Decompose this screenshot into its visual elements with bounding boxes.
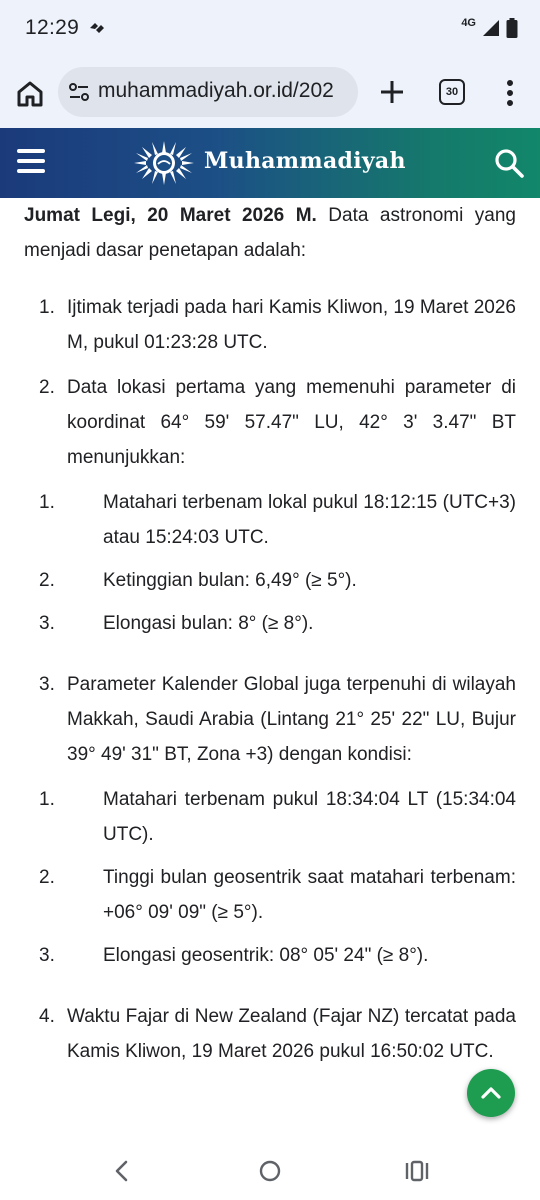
search-icon[interactable] [494, 148, 524, 178]
site-settings-icon[interactable] [68, 81, 90, 103]
hamburger-menu-icon[interactable] [17, 149, 45, 175]
scroll-to-top-button[interactable] [467, 1069, 515, 1117]
sub-list [39, 782, 516, 973]
tab-count: 30 [445, 86, 459, 98]
list-item-text: Data lokasi pertama yang memenuhi parameter di koordinat 64° 59' 57.47" LU, 42° 3' 3.47" BT menunjukkan: [67, 377, 516, 468]
sub-list-item-text: Tinggi bulan geosentrik saat matahari terbenam: +06° 09' 09" (≥ 5°). [103, 867, 516, 923]
sub-list-item: 1. Matahari terbenam lokal pukul 18:12:15 (UTC+3) atau 15:24:03 UTC. [39, 492, 516, 548]
sub-list-item-text: Ketinggian bulan: 6,49° (≥ 5°). [103, 570, 357, 591]
list-item: 2. Data lokasi pertama yang memenuhi parameter di koordinat 64° 59' 57.47" LU, 42° 3' 3.47" BT menunjukkan: 1. Matahari terbenam lokal pukul 18:12:15 (UTC+3) atau 15:24:03 UTC. 2. Ketinggian bulan: 6,49° (≥ 5°). 3. Elongasi bulan: 8° (≥ 8°). [24, 370, 516, 641]
new-tab-icon[interactable] [378, 78, 406, 106]
sub-list-item-text: Elongasi geosentrik: 08° 05' 24" (≥ 8°). [103, 945, 429, 966]
sub-list-item-text: Matahari terbenam lokal pukul 18:12:15 (UTC+3) atau 15:24:03 UTC. [103, 492, 516, 548]
sub-list-item: 1. Matahari terbenam pukul 18:34:04 LT (15:34:04 UTC). [39, 789, 516, 845]
back-icon[interactable] [112, 1159, 132, 1183]
list-item: 1. Ijtimak terjadi pada hari Kamis Kliwon, 19 Maret 2026 M, pukul 01:23:28 UTC. [39, 297, 516, 353]
browser-toolbar [0, 58, 540, 128]
system-navigation-bar [0, 1128, 540, 1200]
more-options-icon[interactable] [500, 78, 520, 108]
article-intro [24, 198, 516, 268]
muhammadiyah-sun-emblem [132, 139, 196, 187]
list-item: 4. Waktu Fajar di New Zealand (Fajar NZ) tercatat pada Kamis Kliwon, 19 Maret 2026 pukul 16:50:02 UTC. [39, 1006, 516, 1062]
notification-icon [88, 20, 106, 36]
sub-list-item: 2. Tinggi bulan geosentrik saat matahari terbenam: +06° 09' 09" (≥ 5°). [39, 867, 516, 923]
status-bar [0, 0, 540, 58]
intro-text: Data astronomi yang menjadi dasar penetapan adalah: [24, 205, 516, 261]
url-text: muhammadiyah.or.id/202 [98, 79, 334, 102]
list-item-text: Ijtimak terjadi pada hari Kamis Kliwon, 19 Maret 2026 M, pukul 01:23:28 UTC. [67, 297, 516, 353]
sub-list [39, 485, 516, 641]
address-bar[interactable] [58, 67, 358, 117]
home-icon[interactable] [14, 78, 46, 110]
intro-date: Jumat Legi, 20 Maret 2026 M. [24, 205, 317, 226]
recent-apps-icon[interactable] [405, 1160, 429, 1182]
tab-switcher-button[interactable] [439, 79, 465, 105]
list-item: 3. Parameter Kalender Global juga terpenuhi di wilayah Makkah, Saudi Arabia (Lintang 21° 25' 22" LU, Bujur 39° 49' 31" BT, Zona +3) dengan kondisi: 1. Matahari terbenam pukul 18:34:04 LT (15:34:04 UTC). 2. Tinggi bulan geosentrik saat matahari terbenam: +06° 09' 09" (≥ 5°). 3. Elongasi geosentrik: 08° 05' 24" (≥ 8°). [24, 667, 516, 973]
astronomy-data-list [24, 290, 516, 1069]
home-circle-icon[interactable] [259, 1160, 281, 1182]
status-time: 12:29 [25, 16, 80, 39]
chevron-up-icon [479, 1081, 503, 1105]
sub-list-item-text: Elongasi bulan: 8° (≥ 8°). [103, 613, 314, 634]
site-header [0, 128, 540, 198]
list-item-text: Waktu Fajar di New Zealand (Fajar NZ) tercatat pada Kamis Kliwon, 19 Maret 2026 pukul 16:50:02 UTC. [67, 1006, 516, 1062]
list-item-text: Parameter Kalender Global juga terpenuhi di wilayah Makkah, Saudi Arabia (Lintang 21° 25' 22" LU, Bujur 39° 49' 31" BT, Zona +3) dengan kondisi: [67, 674, 516, 765]
network-type: 4G [461, 17, 476, 29]
signal-icon [482, 19, 500, 37]
status-indicators [461, 16, 518, 40]
site-logo-text[interactable]: Muhammadiyah [204, 148, 406, 174]
sub-list-item: 2. Ketinggian bulan: 6,49° (≥ 5°). [39, 570, 357, 591]
article-content [24, 198, 516, 1128]
battery-icon [506, 18, 518, 38]
sub-list-item-text: Matahari terbenam pukul 18:34:04 LT (15:34:04 UTC). [103, 789, 516, 845]
sub-list-item: 3. Elongasi bulan: 8° (≥ 8°). [39, 613, 314, 634]
sub-list-item: 3. Elongasi geosentrik: 08° 05' 24" (≥ 8°). [39, 945, 429, 966]
